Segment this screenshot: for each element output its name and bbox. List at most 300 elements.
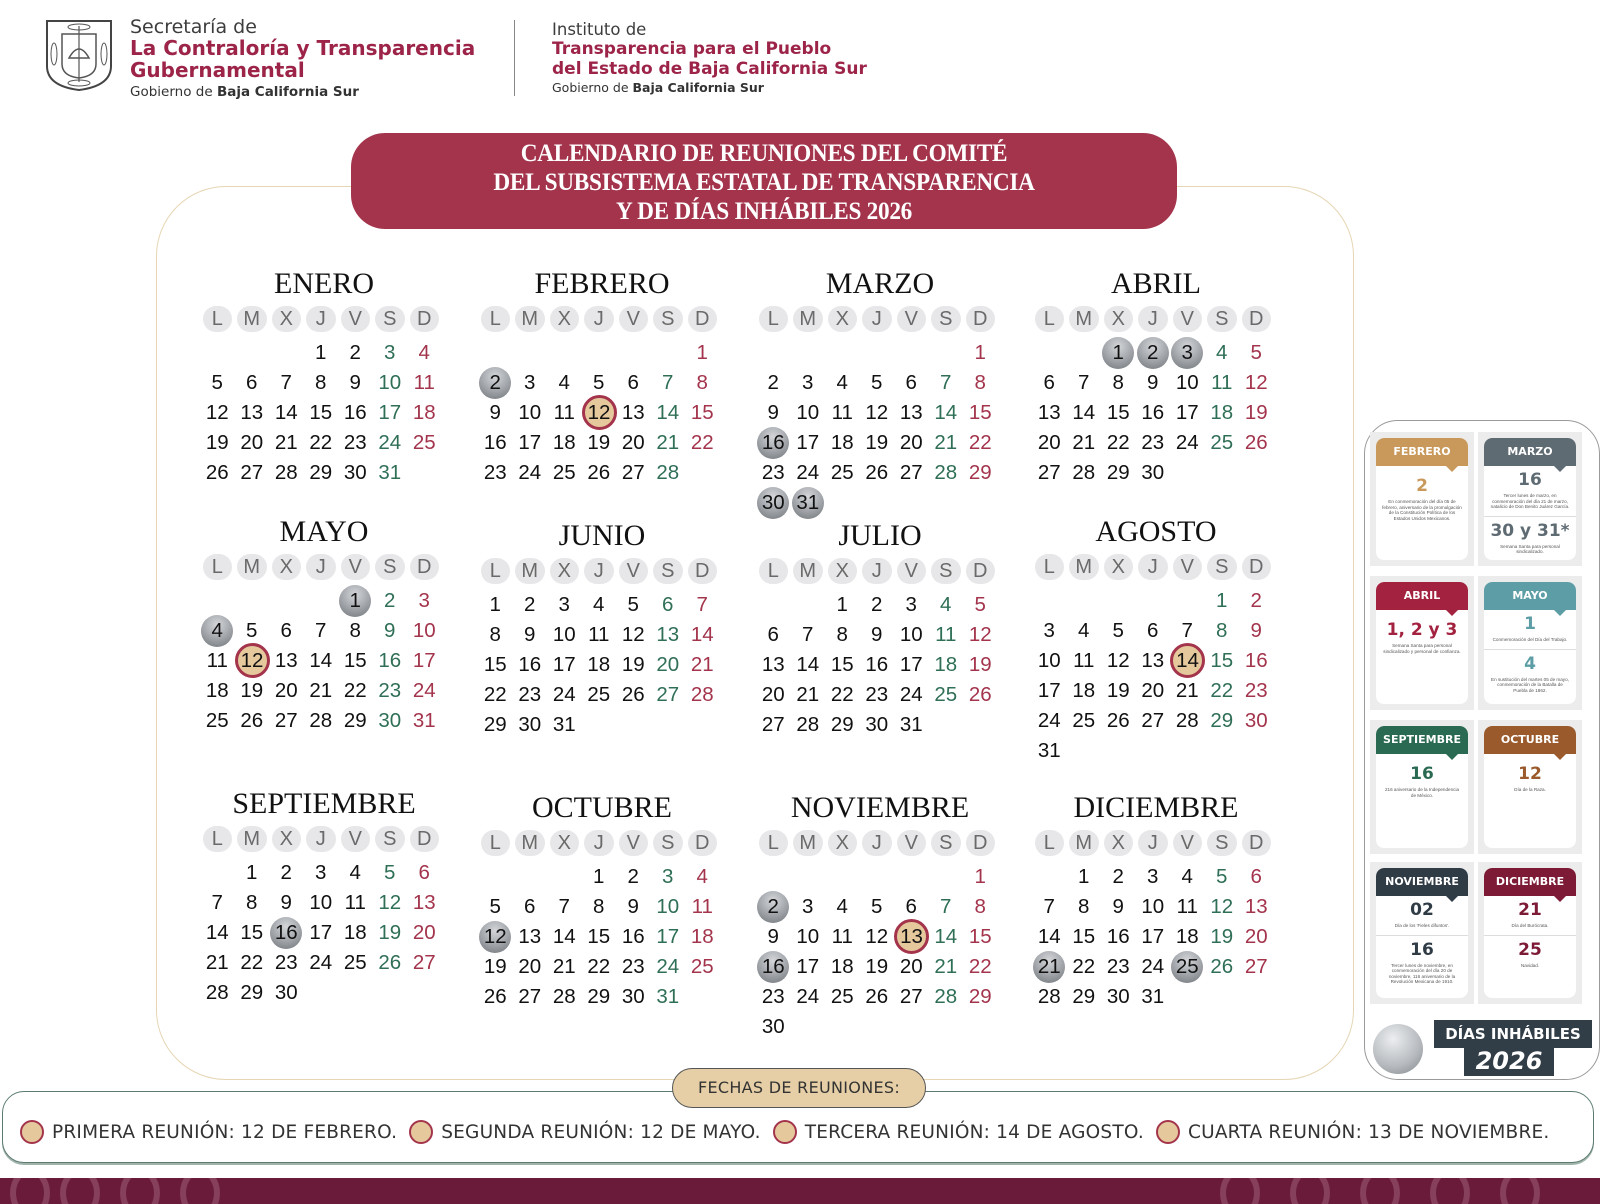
calendar-day xyxy=(582,952,617,982)
gobierno-name: Baja California Sur xyxy=(632,79,764,95)
day-number: 1 xyxy=(1216,589,1228,612)
day-number: 14 xyxy=(274,401,298,424)
day-number: 19 xyxy=(621,653,645,676)
calendar-day xyxy=(860,428,895,458)
calendar-day xyxy=(269,646,304,676)
calendar-day xyxy=(963,650,998,680)
calendar-day xyxy=(200,676,235,706)
holiday-day xyxy=(756,952,791,982)
empty-day xyxy=(200,586,235,616)
secretaria-name-line1: La Contraloría y Transparencia xyxy=(130,36,476,60)
holiday-card-mayo xyxy=(1478,576,1582,710)
day-number: 18 xyxy=(587,653,611,676)
calendar-day xyxy=(616,982,651,1012)
secretaria-name-line2: Gubernamental xyxy=(130,58,305,82)
empty-day xyxy=(547,862,582,892)
month-grid xyxy=(200,552,448,736)
calendar-day xyxy=(513,982,548,1012)
day-number: 20 xyxy=(656,653,680,676)
day-number: 31 xyxy=(378,461,402,484)
calendar-day xyxy=(373,616,408,646)
calendar-day xyxy=(200,646,235,676)
day-number: 2 xyxy=(349,341,361,364)
calendar-day xyxy=(304,458,339,488)
day-number: 9 xyxy=(1250,619,1262,642)
calendar-day xyxy=(1205,338,1240,368)
day-number: 21 xyxy=(552,955,576,978)
day-number: 26 xyxy=(378,951,402,974)
calendar-day xyxy=(1067,398,1102,428)
calendar-day xyxy=(651,922,686,952)
holiday-description: Día del Burócrata. xyxy=(1511,923,1549,928)
holiday-date: 1, 2 y 3 xyxy=(1386,620,1458,640)
day-number: 28 xyxy=(274,461,298,484)
weekday-header: J xyxy=(862,830,892,856)
calendar-day xyxy=(963,922,998,952)
day-number: 16 xyxy=(865,653,889,676)
day-number: 17 xyxy=(899,653,923,676)
day-number: 24 xyxy=(899,683,923,706)
calendar-day xyxy=(373,646,408,676)
day-number: 14 xyxy=(1072,401,1096,424)
day-number: 21 xyxy=(1175,679,1199,702)
weekday-header: M xyxy=(793,306,823,332)
holiday-card-title: OCTUBRE xyxy=(1484,726,1576,754)
calendar-day xyxy=(407,706,442,736)
weekday-header: L xyxy=(1035,306,1065,332)
day-number: 11 xyxy=(831,925,853,948)
day-number: 22 xyxy=(240,951,264,974)
day-number: 23 xyxy=(1141,431,1165,454)
secretaria-logo xyxy=(44,18,475,100)
empty-day xyxy=(825,862,860,892)
calendar-day xyxy=(338,398,373,428)
day-number: 1 xyxy=(1102,337,1134,369)
day-number: 7 xyxy=(211,891,223,914)
calendar-day xyxy=(513,922,548,952)
day-number: 24 xyxy=(412,679,436,702)
day-number: 11 xyxy=(691,895,713,918)
day-number: 3 xyxy=(1147,865,1159,888)
calendar-day xyxy=(825,398,860,428)
day-number: 4 xyxy=(1078,619,1090,642)
meeting-item xyxy=(773,1120,1144,1144)
calendar-day xyxy=(1239,706,1274,736)
day-number: 21 xyxy=(1072,431,1096,454)
gobierno-prefix: Gobierno de xyxy=(552,79,629,95)
holiday-card-title: FEBRERO xyxy=(1376,438,1468,466)
weekday-header: X xyxy=(1104,554,1134,580)
day-number: 20 xyxy=(621,431,645,454)
empty-day xyxy=(756,338,791,368)
calendar-day xyxy=(200,706,235,736)
day-number: 27 xyxy=(1141,709,1165,732)
weekday-header: M xyxy=(793,830,823,856)
calendar-day xyxy=(651,680,686,710)
calendar-day xyxy=(373,676,408,706)
empty-day xyxy=(200,858,235,888)
day-number: 27 xyxy=(899,461,923,484)
weekday-header: L xyxy=(759,830,789,856)
calendar-day xyxy=(547,428,582,458)
calendar-day xyxy=(200,978,235,1008)
calendar-day xyxy=(685,922,720,952)
holiday-description: Semana Santa para personal sindicalizado y personal de confianza. xyxy=(1383,643,1461,654)
calendar-day xyxy=(547,710,582,740)
month-septiembre xyxy=(200,784,448,1008)
calendar-day xyxy=(269,978,304,1008)
day-number: 26 xyxy=(1210,955,1234,978)
month-octubre xyxy=(478,788,726,1012)
day-number: 14 xyxy=(656,401,680,424)
calendar-day xyxy=(513,680,548,710)
weekday-header: J xyxy=(584,830,614,856)
day-number: 12 xyxy=(582,395,617,430)
calendar-day xyxy=(373,586,408,616)
month-name: SEPTIEMBRE xyxy=(232,787,416,820)
instituto-name-line1: Transparencia para el Pueblo xyxy=(552,38,832,59)
day-number: 2 xyxy=(384,589,396,612)
calendar-day xyxy=(1136,706,1171,736)
day-number: 7 xyxy=(940,371,952,394)
day-number: 12 xyxy=(968,623,992,646)
calendar-day xyxy=(685,650,720,680)
calendar-day xyxy=(304,616,339,646)
weekday-header: V xyxy=(1173,830,1203,856)
weekday-header: J xyxy=(306,826,336,852)
day-number: 14 xyxy=(690,623,714,646)
calendar-day xyxy=(1101,922,1136,952)
holiday-description: Día de los 'Fieles difuntos'. xyxy=(1394,923,1450,928)
weekday-header: M xyxy=(515,558,545,584)
calendar-day xyxy=(1239,586,1274,616)
weekday-header: D xyxy=(1242,830,1272,856)
day-number: 8 xyxy=(1112,371,1124,394)
calendar-day xyxy=(200,398,235,428)
day-number: 15 xyxy=(830,653,854,676)
weekday-header: X xyxy=(272,826,302,852)
calendar-day xyxy=(825,892,860,922)
day-number: 17 xyxy=(796,955,820,978)
weekday-header: D xyxy=(410,554,440,580)
day-number: 25 xyxy=(1072,709,1096,732)
calendar-day xyxy=(582,922,617,952)
day-number: 25 xyxy=(412,431,436,454)
calendar-day xyxy=(478,710,513,740)
calendar-day xyxy=(791,710,826,740)
day-number: 2 xyxy=(479,367,511,399)
day-number: 26 xyxy=(865,985,889,1008)
day-number: 29 xyxy=(343,709,367,732)
calendar-day xyxy=(894,982,929,1012)
day-number: 20 xyxy=(412,921,436,944)
day-number: 26 xyxy=(1244,431,1268,454)
empty-day xyxy=(513,862,548,892)
calendar-day xyxy=(338,338,373,368)
day-number: 22 xyxy=(968,955,992,978)
swirl-ornament-icon xyxy=(1430,1178,1470,1204)
calendar-day xyxy=(1136,982,1171,1012)
holiday-legend-dot-icon xyxy=(1373,1024,1423,1074)
day-number: 31 xyxy=(412,709,436,732)
day-number: 21 xyxy=(1033,951,1065,983)
day-number: 2 xyxy=(1137,337,1169,369)
swirl-ornament-icon xyxy=(1500,1178,1540,1204)
weekday-header: S xyxy=(653,830,683,856)
holiday-card-febrero xyxy=(1370,432,1474,566)
day-number: 19 xyxy=(205,431,229,454)
calendar-day xyxy=(1205,706,1240,736)
calendar-day xyxy=(929,458,964,488)
day-number: 5 xyxy=(1216,865,1228,888)
day-number: 12 xyxy=(205,401,229,424)
calendar-day xyxy=(235,368,270,398)
calendar-day xyxy=(894,428,929,458)
day-number: 21 xyxy=(934,431,958,454)
day-number: 3 xyxy=(1043,619,1055,642)
calendar-day xyxy=(547,952,582,982)
holiday-description: Navidad. xyxy=(1520,962,1540,968)
month-noviembre xyxy=(756,788,1004,1042)
calendar-day xyxy=(963,428,998,458)
calendar-day xyxy=(894,680,929,710)
calendar-day xyxy=(547,590,582,620)
holiday-description: Tercer lunes de marzo, en conmemoración del día 21 de marzo, natalicio de Don Benito Juárez García. xyxy=(1490,493,1570,510)
day-number: 31 xyxy=(899,713,923,736)
day-number: 20 xyxy=(274,679,298,702)
calendar-day xyxy=(1101,706,1136,736)
calendar-day xyxy=(894,620,929,650)
day-number: 6 xyxy=(905,895,917,918)
calendar-day xyxy=(582,368,617,398)
calendar-day xyxy=(407,858,442,888)
calendar-day xyxy=(1136,862,1171,892)
calendar-day xyxy=(791,982,826,1012)
weekday-header: X xyxy=(550,306,580,332)
calendar-day xyxy=(1032,706,1067,736)
calendar-day xyxy=(791,650,826,680)
day-number: 25 xyxy=(205,709,229,732)
weekday-header: V xyxy=(619,306,649,332)
calendar-day xyxy=(407,646,442,676)
day-number: 25 xyxy=(830,461,854,484)
day-number: 21 xyxy=(796,683,820,706)
day-number: 31 xyxy=(552,713,576,736)
title-line2: DEL SUBSISTEMA ESTATAL DE TRANSPARENCIA xyxy=(493,169,1035,196)
day-number: 29 xyxy=(483,713,507,736)
calendar-day xyxy=(338,676,373,706)
calendar-day xyxy=(1032,458,1067,488)
empty-day xyxy=(1067,338,1102,368)
weekday-header: L xyxy=(203,826,233,852)
calendar-day xyxy=(1101,458,1136,488)
day-number: 11 xyxy=(344,891,366,914)
day-number: 13 xyxy=(656,623,680,646)
calendar-day xyxy=(860,590,895,620)
calendar-day xyxy=(825,458,860,488)
weekday-header: S xyxy=(931,830,961,856)
day-number: 15 xyxy=(1210,649,1234,672)
empty-day xyxy=(1067,586,1102,616)
day-number: 2 xyxy=(524,593,536,616)
weekday-header: V xyxy=(341,306,371,332)
day-number: 2 xyxy=(1112,865,1124,888)
card-divider xyxy=(1484,516,1576,517)
day-number: 19 xyxy=(240,679,264,702)
day-number: 15 xyxy=(240,921,264,944)
calendar-day xyxy=(685,338,720,368)
instituto-name-line2: del Estado de Baja California Sur xyxy=(552,58,867,79)
weekday-header: M xyxy=(1069,554,1099,580)
day-number: 17 xyxy=(309,921,333,944)
calendar-day xyxy=(1032,676,1067,706)
day-number: 28 xyxy=(1037,985,1061,1008)
day-number: 27 xyxy=(274,709,298,732)
calendar-day xyxy=(338,458,373,488)
day-number: 31 xyxy=(792,487,824,519)
calendar-day xyxy=(373,338,408,368)
weekday-header: S xyxy=(653,306,683,332)
day-number: 5 xyxy=(1112,619,1124,642)
calendar-day xyxy=(894,590,929,620)
calendar-day xyxy=(513,952,548,982)
calendar-day xyxy=(1101,428,1136,458)
day-number: 10 xyxy=(1141,895,1165,918)
holiday-card-title: DICIEMBRE xyxy=(1484,868,1576,896)
day-number: 13 xyxy=(1244,895,1268,918)
empty-day xyxy=(756,862,791,892)
calendar-day xyxy=(929,368,964,398)
day-number: 18 xyxy=(830,955,854,978)
day-number: 18 xyxy=(552,431,576,454)
empty-day xyxy=(547,338,582,368)
calendar-day xyxy=(269,368,304,398)
day-number: 8 xyxy=(1216,619,1228,642)
day-number: 11 xyxy=(1073,649,1095,672)
calendar-day xyxy=(1067,616,1102,646)
holiday-date: 02 xyxy=(1410,900,1434,920)
calendar-day xyxy=(1067,458,1102,488)
calendar-day xyxy=(963,368,998,398)
calendar-day xyxy=(825,650,860,680)
weekday-header: V xyxy=(1173,306,1203,332)
day-number: 27 xyxy=(412,951,436,974)
day-number: 6 xyxy=(662,593,674,616)
calendar-day xyxy=(304,706,339,736)
holiday-date: 16 xyxy=(1410,764,1434,784)
day-number: 6 xyxy=(627,371,639,394)
weekday-header: V xyxy=(619,830,649,856)
weekday-header: D xyxy=(410,306,440,332)
meeting-circle-icon xyxy=(1156,1120,1180,1144)
weekday-header: L xyxy=(481,558,511,584)
empty-day xyxy=(791,338,826,368)
logo-divider xyxy=(514,20,515,96)
weekday-header: X xyxy=(1104,306,1134,332)
day-number: 12 xyxy=(621,623,645,646)
calendar-day xyxy=(1205,616,1240,646)
swirl-ornament-icon xyxy=(10,1178,50,1204)
day-number: 22 xyxy=(1072,955,1096,978)
day-number: 1 xyxy=(246,861,258,884)
day-number: 2 xyxy=(767,371,779,394)
calendar-day xyxy=(651,368,686,398)
weekday-header: S xyxy=(375,554,405,580)
holiday-day xyxy=(478,922,513,952)
day-number: 26 xyxy=(865,461,889,484)
calendar-day xyxy=(582,428,617,458)
day-number: 4 xyxy=(201,615,233,647)
weekday-header: M xyxy=(515,830,545,856)
calendar-day xyxy=(791,428,826,458)
calendar-day xyxy=(407,398,442,428)
empty-day xyxy=(860,862,895,892)
day-number: 12 xyxy=(1210,895,1234,918)
day-number: 1 xyxy=(593,865,605,888)
calendar-day xyxy=(304,858,339,888)
day-number: 11 xyxy=(831,401,853,424)
meetings-legend-title: FECHAS DE REUNIONES: xyxy=(672,1068,926,1108)
day-number: 29 xyxy=(587,985,611,1008)
holiday-day xyxy=(1170,338,1205,368)
calendar-day xyxy=(547,458,582,488)
day-number: 26 xyxy=(240,709,264,732)
calendar-day xyxy=(478,892,513,922)
meeting-day xyxy=(894,922,929,952)
holiday-date: 16 xyxy=(1518,470,1542,490)
day-number: 12 xyxy=(235,643,270,678)
day-number: 27 xyxy=(1037,461,1061,484)
day-number: 27 xyxy=(240,461,264,484)
calendar-day xyxy=(1101,646,1136,676)
day-number: 17 xyxy=(656,925,680,948)
calendar-day xyxy=(1101,398,1136,428)
calendar-day xyxy=(963,982,998,1012)
day-number: 23 xyxy=(761,461,785,484)
calendar-day xyxy=(825,982,860,1012)
weekday-header: J xyxy=(306,554,336,580)
day-number: 10 xyxy=(378,371,402,394)
calendar-day xyxy=(373,458,408,488)
day-number: 14 xyxy=(309,649,333,672)
calendar-day xyxy=(756,398,791,428)
calendar-day xyxy=(338,646,373,676)
day-number: 2 xyxy=(757,891,789,923)
calendar-day xyxy=(478,982,513,1012)
holiday-day xyxy=(269,918,304,948)
calendar-day xyxy=(1239,428,1274,458)
calendar-day xyxy=(1239,892,1274,922)
day-number: 5 xyxy=(489,895,501,918)
day-number: 15 xyxy=(483,653,507,676)
calendar-day xyxy=(269,616,304,646)
weekday-header: D xyxy=(688,558,718,584)
calendar-day xyxy=(1205,368,1240,398)
day-number: 11 xyxy=(588,623,610,646)
weekday-header: L xyxy=(1035,830,1065,856)
calendar-day xyxy=(963,338,998,368)
day-number: 9 xyxy=(280,891,292,914)
weekday-header: V xyxy=(341,826,371,852)
calendar-day xyxy=(1032,646,1067,676)
day-number: 2 xyxy=(871,593,883,616)
day-number: 4 xyxy=(558,371,570,394)
calendar-day xyxy=(616,458,651,488)
calendar-day xyxy=(616,368,651,398)
calendar-day xyxy=(1205,586,1240,616)
weekday-header: D xyxy=(688,830,718,856)
month-febrero xyxy=(478,264,726,488)
